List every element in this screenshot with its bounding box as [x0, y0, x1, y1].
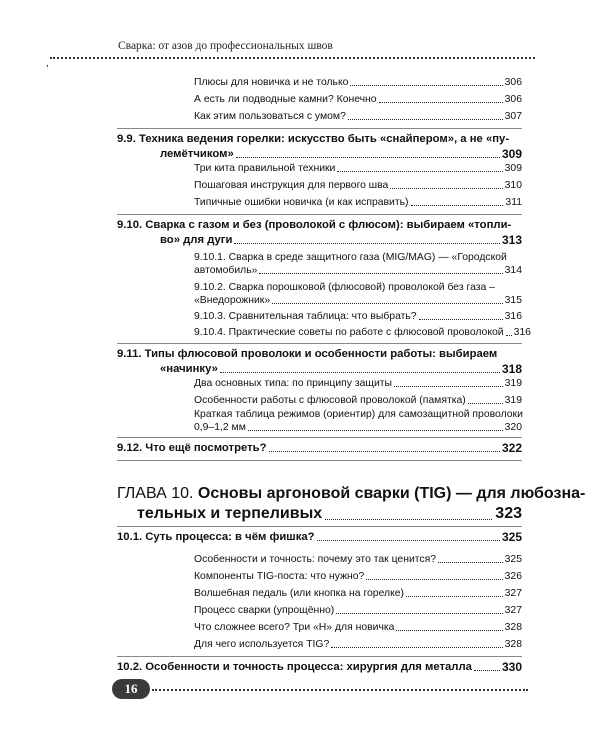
dot-leader — [390, 188, 502, 189]
toc-section-title: 10.1. Суть процесса: в чём фишка? — [117, 531, 315, 543]
toc-entry-page: 315 — [504, 295, 522, 306]
toc-entry-page: 325 — [504, 554, 522, 565]
toc-entry-page: 316 — [504, 311, 522, 322]
dot-leader — [336, 613, 502, 614]
toc-entry-text: 9.10.2. Сварка порошковой (флюсовой) проволокой без газа – — [194, 282, 495, 293]
chapter-label: ГЛАВА 10. — [117, 485, 194, 502]
dot-leader — [438, 562, 503, 563]
toc-entry-page: 307 — [504, 111, 522, 122]
toc-entry-text: Компоненты TIG-поста: что нужно? — [194, 571, 365, 582]
toc-section-title-cont: лемётчиком» — [160, 148, 234, 160]
toc-entry[interactable] — [194, 76, 522, 89]
toc-entry-text: 9.10.3. Сравнительная таблица: что выбрать? — [194, 311, 417, 322]
dot-leader — [236, 157, 500, 158]
toc-entry-text: Пошаговая инструкция для первого шва — [194, 180, 389, 191]
chapter-title: Основы аргоновой сварки (TIG) — для любозна- — [197, 485, 586, 502]
toc-entry[interactable] — [194, 377, 522, 390]
dot-leader — [220, 372, 500, 373]
toc-entry[interactable] — [194, 604, 522, 617]
toc-entry-page: 320 — [504, 422, 522, 433]
toc-entry-text: 9.10.4. Практические советы по работе с флюсовой проволокой — [194, 327, 504, 338]
toc-entry-page: 306 — [504, 94, 522, 105]
toc-entry-text: Краткая таблица режимов (ориентир) для самозащитной проволоки — [194, 409, 523, 420]
section-divider — [117, 214, 522, 215]
section-divider — [117, 437, 522, 438]
dot-leader — [317, 540, 500, 541]
toc-entry-text: Для чего используется TIG? — [194, 639, 330, 650]
section-divider — [117, 526, 522, 527]
toc-entry[interactable] — [194, 394, 522, 407]
toc-section-9-10[interactable] — [117, 217, 522, 247]
section-divider — [117, 343, 522, 344]
toc-entry-page: 306 — [504, 77, 522, 88]
dot-leader — [366, 579, 502, 580]
toc-section-title: 9.10. Сварка с газом и без (проволокой с флюсом): выбираем «топли- — [117, 219, 512, 231]
toc-entry-page: 309 — [504, 163, 522, 174]
dot-leader — [325, 519, 492, 520]
toc-entry-text-cont: 0,9–1,2 мм — [194, 422, 246, 433]
toc-section-page: 318 — [501, 362, 522, 376]
section-divider — [117, 460, 522, 461]
toc-entry-page: 327 — [504, 605, 522, 616]
toc-entry[interactable] — [194, 196, 522, 209]
toc-entry-page: 316 — [513, 327, 531, 338]
dot-leader — [331, 647, 502, 648]
page-number: 16 — [124, 681, 138, 696]
toc-section-title: 9.9. Техника ведения горелки: искусство быть «снайпером», а не «пу- — [117, 133, 510, 145]
dot-leader — [379, 102, 503, 103]
toc-entry-text: Как этим пользоваться с умом? — [194, 111, 346, 122]
toc-entry-text-cont: автомобиль» — [194, 265, 258, 276]
toc-section-title: 9.12. Что ещё посмотреть? — [117, 442, 267, 454]
toc-entry-page: 327 — [504, 588, 522, 599]
toc-entry[interactable] — [194, 179, 522, 192]
toc-entry-page: 328 — [504, 639, 522, 650]
toc-subsection[interactable] — [194, 281, 522, 307]
chapter-page: 323 — [495, 505, 522, 522]
toc-section-title-cont: во» для дуги — [160, 234, 233, 246]
dot-leader — [411, 205, 504, 206]
toc-entry-page: 314 — [504, 265, 522, 276]
dot-leader — [406, 596, 503, 597]
toc-entry-text: Особенности работы с флюсовой проволокой (памятка) — [194, 395, 466, 406]
toc-section-page: 322 — [501, 441, 522, 455]
toc-entry-text: А есть ли подводные камни? Конечно — [194, 94, 377, 105]
dot-leader — [272, 303, 503, 304]
toc-entry-text: Что сложнее всего? Три «Н» для новичка — [194, 622, 395, 633]
dot-leader — [396, 630, 502, 631]
toc-subsection[interactable] — [194, 251, 522, 277]
toc-entry-page: 326 — [504, 571, 522, 582]
toc-entry-text: Типичные ошибки новичка (и как исправить) — [194, 197, 409, 208]
dot-leader — [394, 386, 503, 387]
toc-entry-page: 310 — [504, 180, 522, 191]
toc-entry[interactable] — [194, 553, 522, 566]
dot-leader — [506, 335, 512, 336]
toc-entry[interactable] — [194, 110, 522, 123]
toc-entry-page: 328 — [504, 622, 522, 633]
margin-mark: , — [46, 58, 49, 69]
running-header: Сварка: от азов до профессиональных швов — [118, 40, 333, 52]
toc-section-9-11[interactable] — [117, 346, 522, 376]
toc-entry[interactable] — [194, 587, 522, 600]
chapter-title-cont: тельных и терпеливых — [137, 505, 323, 522]
section-divider — [117, 656, 522, 657]
toc-entry-text: Волшебная педаль (или кнопка на горелке) — [194, 588, 404, 599]
toc-section-10-1[interactable] — [117, 530, 522, 544]
dot-leader — [468, 403, 503, 404]
toc-entry-text: Особенности и точность: почему это так ценится? — [194, 554, 436, 565]
toc-entry-text: Три кита правильной техники — [194, 163, 336, 174]
toc-section-title: 9.11. Типы флюсовой проволоки и особенности работы: выбираем — [117, 348, 498, 360]
toc-entry[interactable] — [194, 162, 522, 175]
toc-entry[interactable] — [194, 570, 522, 583]
dot-leader — [248, 430, 503, 431]
toc-section-page: 309 — [501, 147, 522, 161]
dot-leader — [474, 670, 500, 671]
toc-chapter-10[interactable] — [117, 484, 586, 524]
toc-section-9-9[interactable] — [117, 131, 522, 161]
toc-section-10-2[interactable] — [117, 660, 522, 674]
toc-entry-page: 311 — [505, 197, 522, 208]
toc-entry-page: 319 — [504, 378, 522, 389]
dot-leader — [419, 319, 503, 320]
toc-entry[interactable] — [194, 621, 522, 634]
toc-entry-text: Процесс сварки (упрощённо) — [194, 605, 335, 616]
dot-leader — [234, 243, 500, 244]
toc-section-page: 325 — [501, 530, 522, 544]
toc-entry-text-cont: «Внедорожник» — [194, 295, 271, 306]
toc-section-title-cont: «начинку» — [160, 363, 218, 375]
toc-section-page: 330 — [501, 660, 522, 674]
toc-entry-text: Два основных типа: по принципу защиты — [194, 378, 392, 389]
toc-entry[interactable] — [194, 638, 522, 651]
toc-entry-text: 9.10.1. Сварка в среде защитного газа (MIG/MAG) — «Городской — [194, 252, 507, 263]
dot-leader — [269, 451, 500, 452]
dot-leader — [337, 171, 502, 172]
toc-entry-page: 319 — [504, 395, 522, 406]
page-number-badge — [112, 679, 150, 699]
toc-section-9-12[interactable] — [117, 441, 522, 455]
dot-leader — [348, 119, 503, 120]
dot-leader — [259, 273, 502, 274]
toc-section-title: 10.2. Особенности и точность процесса: хирургия для металла — [117, 661, 472, 673]
toc-subsection[interactable] — [194, 310, 522, 323]
toc-subsection[interactable] — [194, 326, 531, 339]
toc-entry-text: Плюсы для новичка и не только — [194, 77, 349, 88]
toc-section-page: 313 — [501, 233, 522, 247]
toc-entry[interactable] — [194, 408, 522, 434]
toc-entry[interactable] — [194, 93, 522, 106]
footer-divider — [152, 689, 528, 691]
header-divider — [50, 57, 535, 59]
section-divider — [117, 128, 522, 129]
dot-leader — [350, 85, 502, 86]
